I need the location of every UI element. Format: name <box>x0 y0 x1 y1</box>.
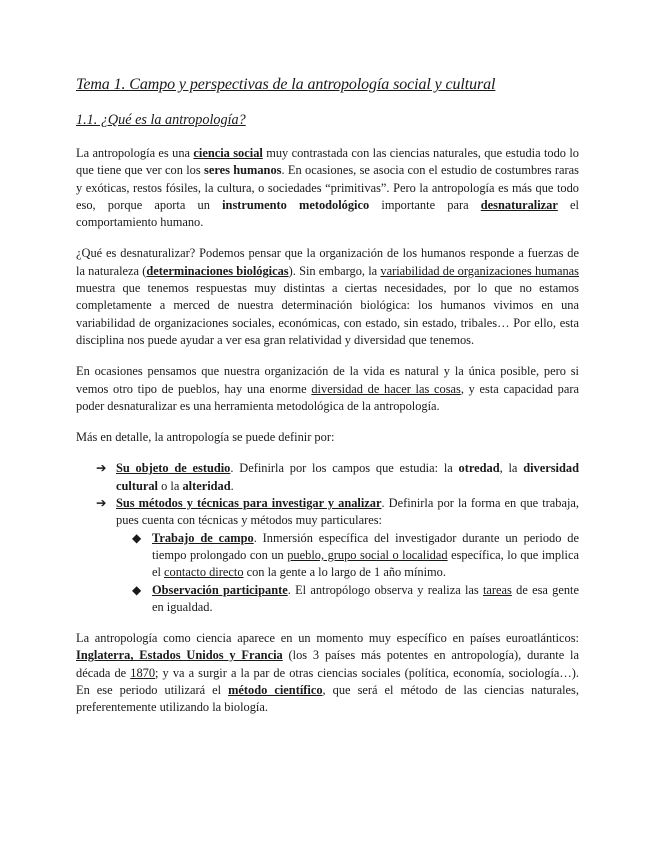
paragraph-desnaturalizar <box>76 245 579 349</box>
arrow-icon: ➔ <box>96 461 107 476</box>
text-run: , y esta capacidad para poder desnaturalizar es una herramienta metodológica de la antropología. <box>76 381 579 413</box>
list-item-metodos <box>96 495 579 616</box>
text-run: La antropología como ciencia aparece en un momento muy específico en países euroatlánticos: <box>76 631 579 646</box>
term-alteridad: alteridad <box>182 478 231 493</box>
text-run: . En ocasiones, se asocia con el estudio de costumbres raras y exóticas, restos fósiles, la cultura, o sociedades “primitivas”. Pero la antropología es más que todo eso, porque aporta un <box>76 163 580 212</box>
text-run: . Inmersión específica del investigador durante un periodo de tiempo prolongado con un <box>152 530 579 562</box>
term-paises: Inglaterra, Estados Unidos y Francia <box>76 648 283 663</box>
term-metodo-cientifico: método científico <box>228 683 323 698</box>
sublist-item-observacion <box>132 582 579 617</box>
sublist-item-trabajo-campo <box>132 530 579 582</box>
term-trabajo-campo: Trabajo de campo <box>152 530 254 545</box>
text-run: . <box>230 478 234 493</box>
section-heading: 1.1. ¿Qué es la antropología? <box>76 112 246 128</box>
term-determinaciones-biologicas: determinaciones biológicas <box>146 263 289 278</box>
term-diversidad-cultural: diversidad cultural <box>116 461 579 493</box>
text-run: ¿Qué es desnaturalizar? Podemos pensar que la organización de los humanos responde a fuerzas de la naturaleza ( <box>76 246 579 278</box>
text-run: o la <box>158 478 183 493</box>
text-run: , que será el método de las ciencias naturales, preferentemente utilizando la biología. <box>76 683 579 715</box>
paragraph-definition <box>76 145 579 231</box>
text-run: ; y va a surgir a la par de otras ciencias sociales (política, economía, sociología…). En ese periodo utilizará el <box>76 665 579 698</box>
paragraph-historia <box>76 630 579 716</box>
term-variabilidad: variabilidad de organizaciones humanas <box>380 263 580 278</box>
term-diversidad-hacer-cosas: diversidad de hacer las cosas <box>311 381 461 396</box>
text-run: el comportamiento humano. <box>76 197 579 230</box>
text-run: de esa gente en igualdad. <box>152 582 579 614</box>
term-instrumento-metodologico: instrumento metodológico <box>222 197 370 212</box>
text-run: La antropología es una <box>76 146 194 160</box>
term-contacto-directo: contacto directo <box>164 565 244 580</box>
term-desnaturalizar: desnaturalizar <box>480 197 558 212</box>
list-item-objeto <box>96 460 579 495</box>
term-metodos-tecnicas: Sus métodos y técnicas para investigar y analizar <box>116 496 382 511</box>
term-ciencia-social: ciencia social <box>193 146 263 160</box>
term-observacion-participante: Observación participante <box>152 582 288 597</box>
text-run: . Definirla por los campos que estudia: la <box>230 461 459 476</box>
text-run: muestra que tenemos respuestas muy distintas a ciertas necesidades, por lo que no estamos completamente a merced de nuestra determinación biológica: los humanos vivimos en una variabilidad de organizaciones sociales, económicas, con estado, sin estado, tribales… Por ello, esta disciplina nos puede ayudar a ver esa gran relatividad y diversidad que tenemos. <box>76 281 579 347</box>
paragraph-diversidad <box>76 363 579 415</box>
arrow-icon: ➔ <box>96 496 107 511</box>
document-title: Tema 1. Campo y perspectivas de la antropología social y cultural <box>76 76 496 93</box>
term-1870: 1870 <box>130 665 156 680</box>
methods-sublist <box>116 530 579 616</box>
text-run: muy contrastada con las ciencias naturales, que estudia todo lo que tiene que ver con los <box>76 146 579 178</box>
text-run: específica, lo que implica el <box>152 547 579 580</box>
diamond-icon: ◆ <box>132 530 142 545</box>
text-run: importante para <box>369 197 481 212</box>
definition-list <box>76 460 579 616</box>
text-run: En ocasiones pensamos que nuestra organización de la vida es natural y la única posible, pero si vemos otro tipo de pueblos, hay una enorme <box>76 364 579 396</box>
text-run: , la <box>499 461 524 476</box>
paragraph-intro-list: Más en detalle, la antropología se puede definir por: <box>76 430 335 445</box>
text-run: ). Sin embargo, la <box>288 263 381 278</box>
text-run: . Definirla por la forma en que trabaja, pues cuenta con técnicas y métodos muy particulares: <box>116 496 579 528</box>
term-tareas: tareas <box>482 582 512 597</box>
text-run: con la gente a lo largo de 1 año mínimo. <box>243 565 446 580</box>
text-run: . El antropólogo observa y realiza las <box>287 582 483 597</box>
term-pueblo-grupo: pueblo, grupo social o localidad <box>287 547 448 562</box>
term-otredad: otredad <box>458 461 500 476</box>
term-objeto-estudio: Su objeto de estudio <box>116 461 231 476</box>
term-seres-humanos: seres humanos <box>204 163 282 178</box>
diamond-icon: ◆ <box>132 582 142 597</box>
text-run: (los 3 países más potentes en antropología), durante la década de <box>76 648 579 680</box>
